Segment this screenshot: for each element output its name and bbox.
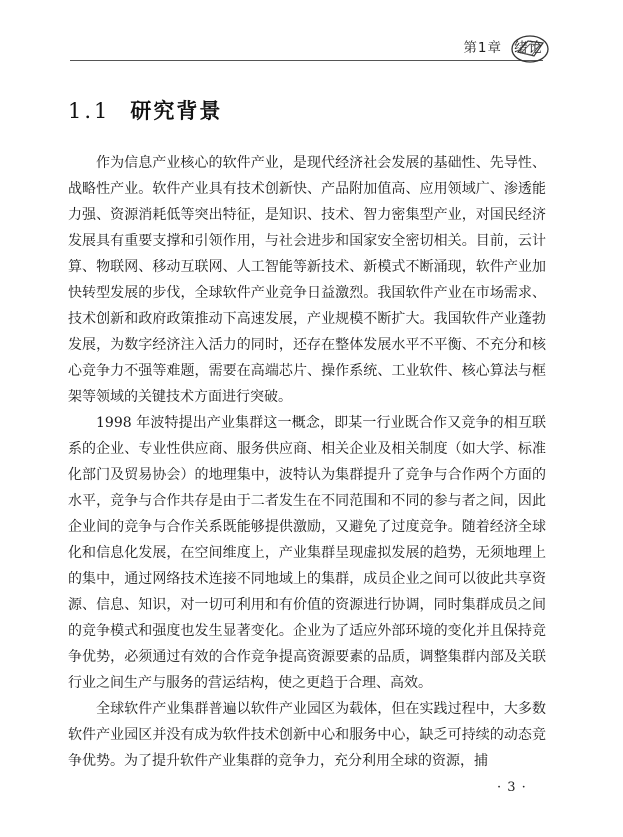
- paragraph: 全球软件产业集群普遍以软件产业园区为载体，但在实践过程中，大多数软件产业园区并没有成为软件技术创新中心和服务中心，缺乏可持续的动态竞争优势。为了提升软件产业集群的竞争力，充分利用全球的资源，捕: [68, 701, 546, 769]
- running-header: [70, 30, 543, 61]
- paragraph: 1998 年波特提出产业集群这一概念，即某一行业既合作又竞争的相互联系的企业、专业性供应商、服务供应商、相关企业及相关制度（如大学、标准化部门及贸易协会）的地理集中，波特认为集群提升了竞争与合作两个方面的水平，竞争与合作共存是由于二者发生在不同范围和不同的参与者之间，因此企业间的竞争与合作关系既能够提供激励，又避免了过度竞争。随着经济全球化和信息化发展，在空间维度上，产业集群呈现虚拟发展的趋势，无须地理上的集中，通过网络技术连接不同地域上的集群，成员企业之间可以彼此共享资源、信息、知识，对一切可利用和有价值的资源进行协调，同时集群成员之间的竞争模式和强度也发生显著变化。企业为了适应外部环境的变化并且保持竞争优势，必须通过有效的合作竞争提高资源要素的品质，调整集群内部及关联行业之间生产与服务的营运结构，使之更趋于合理、高效。: [68, 415, 546, 691]
- page-number: · 3 ·: [497, 780, 527, 795]
- book-icon: [510, 32, 550, 64]
- chapter-number: 第1章: [463, 40, 502, 56]
- section-number: 1.1: [68, 99, 111, 123]
- body-text: [68, 150, 546, 774]
- section-heading: [68, 95, 222, 125]
- paragraph: 作为信息产业核心的软件产业，是现代经济社会发展的基础性、先导性、战略性产业。软件产业具有技术创新快、产品附加值高、应用领域广、渗透能力强、资源消耗低等突出特征，是知识、技术、智力密集型产业，对国民经济发展具有重要支撑和引领作用，与社会进步和国家安全密切相关。目前，云计算、物联网、移动互联网、人工智能等新技术、新模式不断涌现，软件产业加快转型发展的步伐，全球软件产业竞争日益激烈。我国软件产业在市场需求、技术创新和政府政策推动下高速发展，产业规模不断扩大。我国软件产业蓬勃发展，为数字经济注入活力的同时，还存在整体发展水平不平衡、不充分和核心竞争力不强等难题，需要在高端芯片、操作系统、工业软件、核心算法与框架等领域的关键技术方面进行突破。: [68, 155, 546, 405]
- chapter-title: 绪论: [514, 40, 543, 56]
- section-title: 研究背景: [130, 99, 223, 123]
